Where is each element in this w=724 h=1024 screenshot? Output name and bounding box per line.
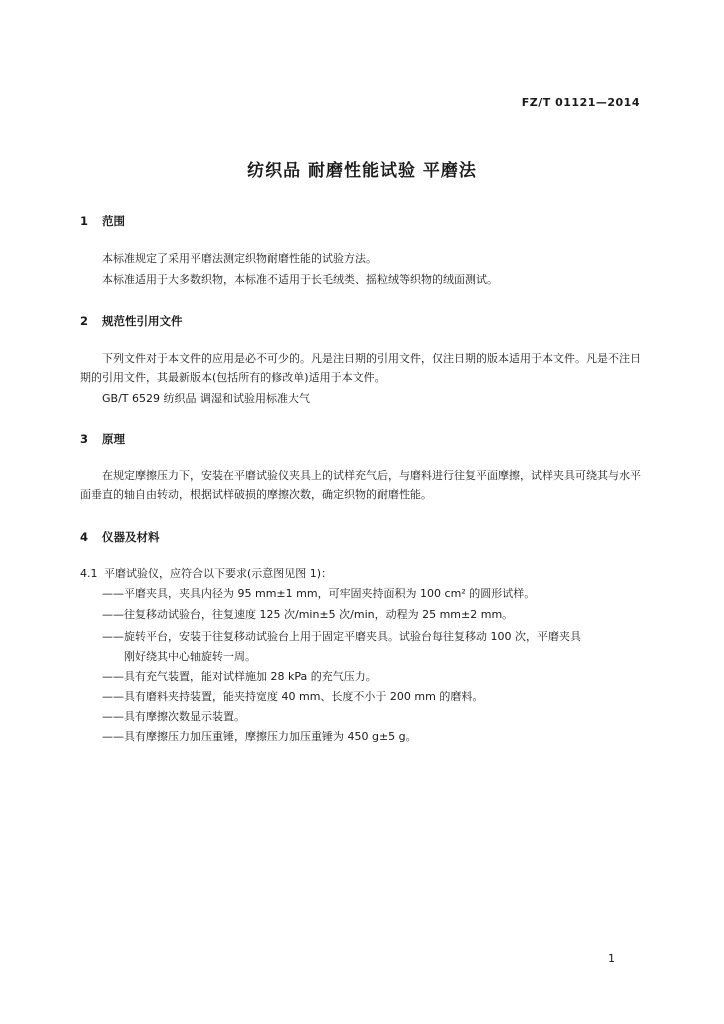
section-4-heading	[80, 529, 160, 545]
list-item: ——具有摩擦次数显示装置。	[102, 710, 245, 723]
section-3-heading	[80, 431, 125, 447]
section-number: 3	[80, 432, 89, 446]
section-title: 范围	[102, 214, 125, 228]
list-item: ——具有磨料夹持装置，能夹持宽度 40 mm、长度不小于 200 mm 的磨料。	[102, 690, 484, 703]
list-item: ——往复移动试验台，往复速度 125 次/min±5 次/min，动程为 25 mm±2 mm。	[102, 608, 514, 621]
list-item: ——旋转平台，安装于往复移动试验台上用于固定平磨夹具。试验台每往复移动 100 次，平磨夹具	[102, 630, 581, 643]
list-item: ——具有摩擦压力加压重锤，摩擦压力加压重锤为 450 g±5 g。	[102, 730, 417, 743]
section-number: 2	[80, 314, 89, 328]
clause-text: 平磨试验仪，应符合以下要求(示意图见图 1)：	[104, 567, 333, 580]
document-code: FZ/T 01121—2014	[521, 96, 640, 109]
page-number: 1	[608, 952, 615, 965]
section-title: 规范性引用文件	[102, 314, 183, 328]
section-title: 原理	[102, 432, 125, 446]
document-title: 纺织品 耐磨性能试验 平磨法	[247, 161, 477, 181]
section-number: 4	[80, 530, 89, 544]
section-2-reference: GB/T 6529 纺织品 调湿和试验用标准大气	[102, 392, 310, 405]
clause-4-1	[80, 565, 332, 581]
section-3-paragraph-1: 在规定摩擦压力下，安装在平磨试验仪夹具上的试样充气后，与磨料进行往复平面摩擦，试样夹具可绕其与水平面垂直的轴自由转动，根据试样破损的摩擦次数，确定织物的耐磨性能。	[80, 469, 641, 501]
list-item: ——平磨夹具，夹具内径为 95 mm±1 mm，可牢固夹持面积为 100 cm² 的圆形试样。	[102, 587, 536, 600]
section-1-paragraph-1: 本标准规定了采用平磨法测定织物耐磨性能的试验方法。	[102, 252, 377, 265]
section-2-paragraph-1: 下列文件对于本文件的应用是必不可少的。凡是注日期的引用文件，仅注日期的版本适用于本文件。凡是不注日期的引用文件，其最新版本(包括所有的修改单)适用于本文件。	[80, 352, 641, 384]
section-1-paragraph-2: 本标准适用于大多数织物，本标准不适用于长毛绒类、摇粒绒等织物的绒面测试。	[102, 273, 498, 286]
section-1-heading	[80, 213, 125, 229]
section-title: 仪器及材料	[102, 530, 160, 544]
list-item: ——具有充气装置，能对试样施加 28 kPa 的充气压力。	[102, 670, 377, 683]
section-number: 1	[80, 214, 89, 228]
section-2-heading	[80, 313, 183, 329]
clause-number: 4.1	[80, 567, 98, 580]
list-item-continuation: 刚好绕其中心轴旋转一周。	[124, 650, 256, 663]
